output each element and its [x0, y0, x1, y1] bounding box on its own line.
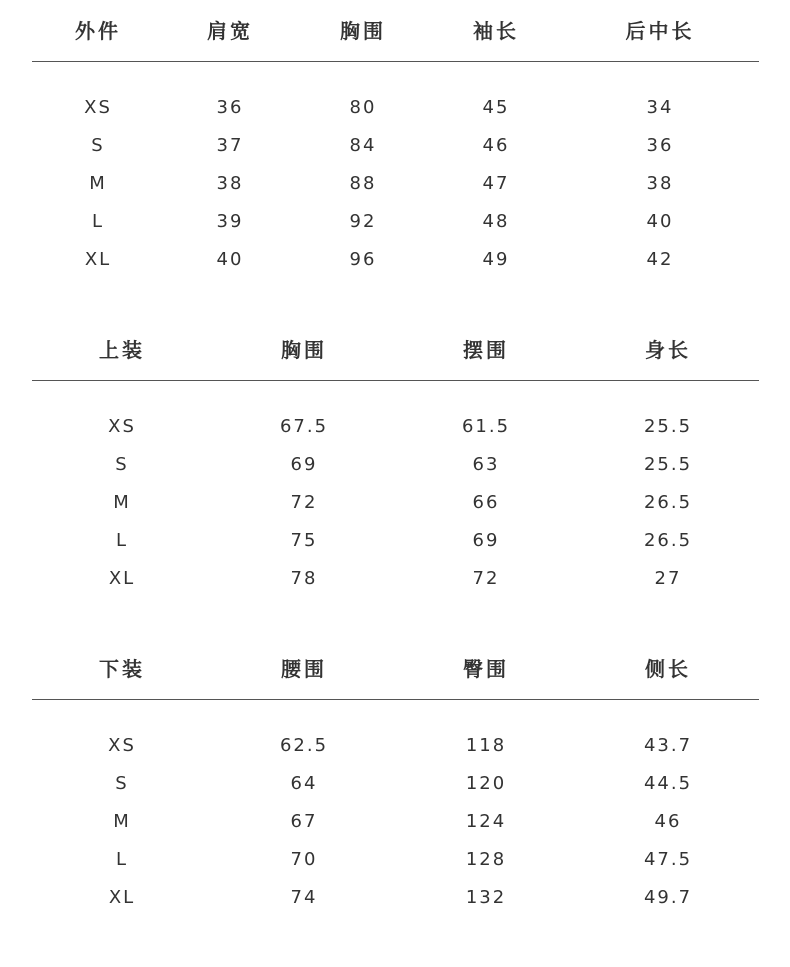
table-row [0, 208, 790, 236]
table-row [0, 94, 790, 122]
value-cell: 80 [349, 97, 377, 118]
header-cell-hem: 摆围 [463, 338, 509, 362]
value-cell: 47.5 [643, 849, 693, 870]
value-cell: 26.5 [643, 492, 693, 513]
header-cell-item: 下装 [99, 657, 145, 681]
value-cell: 44.5 [643, 773, 693, 794]
value-cell: 36 [646, 135, 674, 156]
value-cell: 39 [216, 211, 244, 232]
table-row [0, 170, 790, 198]
table-header-row [0, 16, 790, 46]
table-row [0, 770, 790, 798]
value-cell: 46 [654, 811, 682, 832]
value-cell: 40 [646, 211, 674, 232]
value-cell: 42 [646, 249, 674, 270]
value-cell: 84 [349, 135, 377, 156]
value-cell: 67 [290, 811, 318, 832]
value-cell: 70 [290, 849, 318, 870]
value-cell: 40 [216, 249, 244, 270]
value-cell: 49.7 [643, 887, 693, 908]
table-row [0, 565, 790, 593]
table-header-row [0, 654, 790, 684]
value-cell: 27 [654, 568, 682, 589]
value-cell: 38 [216, 173, 244, 194]
size-cell: M [113, 492, 131, 513]
value-cell: 25.5 [643, 454, 693, 475]
value-cell: 72 [290, 492, 318, 513]
size-cell: XL [108, 887, 136, 908]
header-cell-hip: 臀围 [463, 657, 509, 681]
table-row [0, 732, 790, 760]
header-cell-waist: 腰围 [281, 657, 327, 681]
header-cell-chest: 胸围 [340, 19, 386, 43]
size-cell: L [115, 530, 129, 551]
value-cell: 46 [482, 135, 510, 156]
value-cell: 88 [349, 173, 377, 194]
header-cell-sleeve: 袖长 [473, 19, 519, 43]
value-cell: 45 [482, 97, 510, 118]
value-cell: 26.5 [643, 530, 693, 551]
header-cell-item: 上装 [99, 338, 145, 362]
header-cell-chest: 胸围 [281, 338, 327, 362]
table-row [0, 489, 790, 517]
size-cell: S [115, 454, 129, 475]
table-row [0, 132, 790, 160]
size-cell: L [115, 849, 129, 870]
size-cell: S [115, 773, 129, 794]
header-cell-item: 外件 [75, 19, 121, 43]
header-cell-body-length: 身长 [645, 338, 691, 362]
value-cell: 47 [482, 173, 510, 194]
value-cell: 38 [646, 173, 674, 194]
value-cell: 63 [472, 454, 500, 475]
value-cell: 36 [216, 97, 244, 118]
size-cell: L [91, 211, 105, 232]
value-cell: 61.5 [461, 416, 511, 437]
value-cell: 43.7 [643, 735, 693, 756]
value-cell: 78 [290, 568, 318, 589]
value-cell: 72 [472, 568, 500, 589]
header-divider [32, 699, 759, 700]
value-cell: 124 [465, 811, 507, 832]
header-cell-side-length: 侧长 [645, 657, 691, 681]
value-cell: 118 [465, 735, 507, 756]
table-row [0, 884, 790, 912]
value-cell: 69 [472, 530, 500, 551]
size-cell: XS [84, 97, 112, 118]
value-cell: 48 [482, 211, 510, 232]
value-cell: 120 [465, 773, 507, 794]
size-cell: M [113, 811, 131, 832]
table-row [0, 527, 790, 555]
size-cell: M [89, 173, 107, 194]
value-cell: 49 [482, 249, 510, 270]
value-cell: 66 [472, 492, 500, 513]
size-cell: XL [108, 568, 136, 589]
value-cell: 128 [465, 849, 507, 870]
table-row [0, 451, 790, 479]
table-header-row [0, 335, 790, 365]
size-cell: XS [108, 735, 136, 756]
header-divider [32, 61, 759, 62]
header-divider [32, 380, 759, 381]
value-cell: 34 [646, 97, 674, 118]
header-cell-shoulder: 肩宽 [207, 19, 253, 43]
table-row [0, 246, 790, 274]
value-cell: 37 [216, 135, 244, 156]
size-cell: XS [108, 416, 136, 437]
size-cell: S [91, 135, 105, 156]
value-cell: 74 [290, 887, 318, 908]
value-cell: 132 [465, 887, 507, 908]
value-cell: 75 [290, 530, 318, 551]
table-row [0, 413, 790, 441]
value-cell: 96 [349, 249, 377, 270]
value-cell: 67.5 [279, 416, 329, 437]
value-cell: 62.5 [279, 735, 329, 756]
value-cell: 25.5 [643, 416, 693, 437]
value-cell: 69 [290, 454, 318, 475]
table-row [0, 846, 790, 874]
table-row [0, 808, 790, 836]
value-cell: 64 [290, 773, 318, 794]
size-cell: XL [84, 249, 112, 270]
value-cell: 92 [349, 211, 377, 232]
header-cell-back-length: 后中长 [625, 19, 695, 43]
